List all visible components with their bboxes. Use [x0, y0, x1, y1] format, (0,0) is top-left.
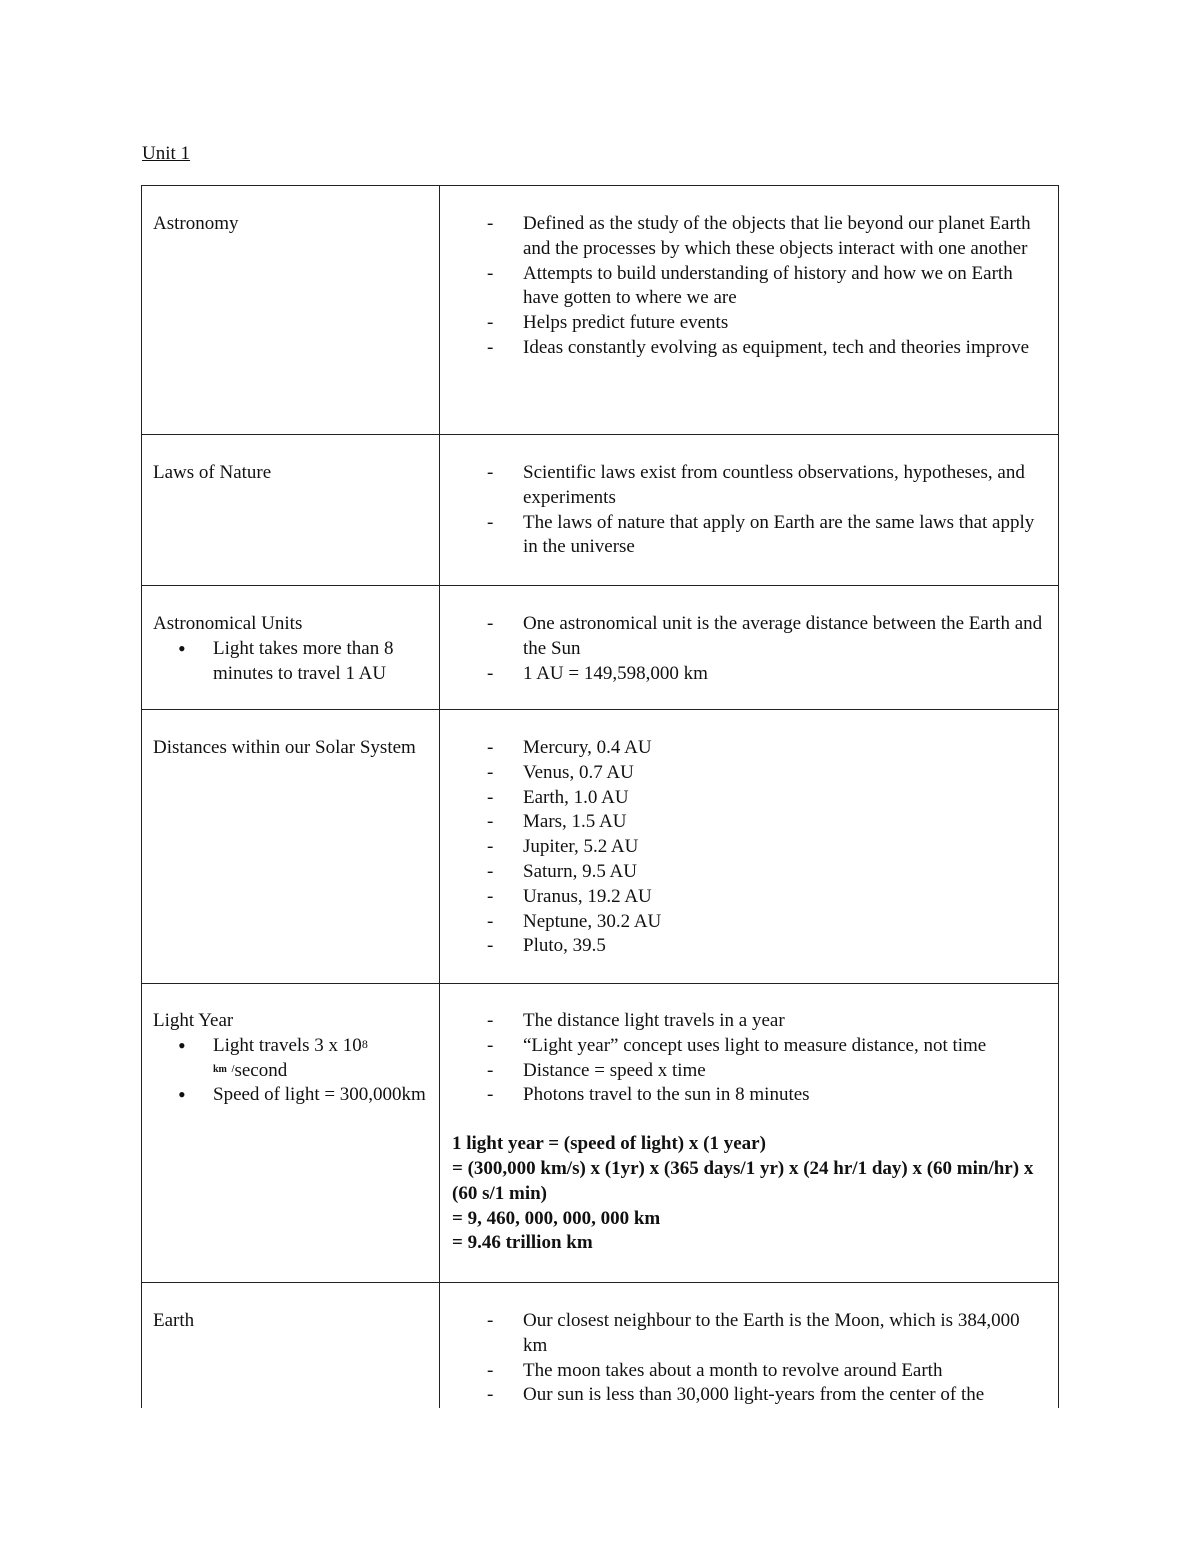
notes-list [452, 212, 1044, 361]
term-cell [142, 1283, 440, 1409]
formula-line: = (300,000 km/s) x (1yr) x (365 days/1 yr) x (24 hr/1 day) x (60 min/hr) x (60 s/1 min) [452, 1157, 1034, 1204]
note-item: - Venus, 0.7 AU [523, 761, 1044, 786]
note-item: - The laws of nature that apply on Earth are the same laws that apply in the universe [523, 511, 1044, 561]
table-row [142, 1283, 1059, 1409]
term-bullets [153, 637, 429, 687]
formula-line: 1 light year = (speed of light) x (1 year) [452, 1133, 766, 1155]
table-row [142, 586, 1059, 710]
term-cell [142, 435, 440, 586]
notes-cell [440, 710, 1059, 984]
note-item: - Mercury, 0.4 AU [523, 736, 1044, 761]
table-row [142, 710, 1059, 984]
table-row [142, 435, 1059, 586]
term-label: Astronomy [153, 213, 239, 234]
formula-line: = 9, 460, 000, 000, 000 km [452, 1207, 661, 1229]
note-item: - Earth, 1.0 AU [523, 786, 1044, 811]
term-cell [142, 710, 440, 984]
note-item: - The moon takes about a month to revolve around Earth [523, 1359, 1044, 1384]
note-item: - The distance light travels in a year [523, 1009, 1044, 1034]
term-label: Light Year [153, 1010, 234, 1031]
notes-list [452, 1309, 1044, 1408]
note-item: - Our sun is less than 30,000 light-years from the center of the [523, 1383, 1044, 1408]
note-item: - “Light year” concept uses light to measure distance, not time [523, 1034, 1044, 1059]
unit-denominator: second [234, 1059, 288, 1081]
light-year-formula [452, 1132, 1044, 1256]
note-item: - One astronomical unit is the average distance between the Earth and the Sun [523, 612, 1044, 662]
notes-cell [440, 1283, 1059, 1409]
note-item: - Scientific laws exist from countless observations, hypotheses, and experiments [523, 461, 1044, 511]
term-cell [142, 984, 440, 1283]
note-item: - Helps predict future events [523, 311, 1044, 336]
term-bullets [153, 1034, 429, 1108]
term-label: Distances within our Solar System [153, 737, 416, 758]
notes-cell [440, 435, 1059, 586]
notes-list [452, 736, 1044, 959]
term-label: Earth [153, 1310, 195, 1331]
note-item: - Our closest neighbour to the Earth is the Moon, which is 384,000 km [523, 1309, 1044, 1359]
formula-line: = 9.46 trillion km [452, 1232, 593, 1254]
term-label: Astronomical Units [153, 613, 303, 634]
term-bullet [213, 1034, 429, 1084]
term-label: Laws of Nature [153, 462, 272, 483]
table-row [142, 186, 1059, 435]
note-item: - 1 AU = 149,598,000 km [523, 662, 1044, 687]
notes-table [141, 185, 1059, 1408]
notes-cell [440, 984, 1059, 1283]
note-item: - Uranus, 19.2 AU [523, 885, 1044, 910]
notes-list [452, 612, 1044, 686]
note-item: - Pluto, 39.5 [523, 934, 1044, 959]
term-bullet: • Light takes more than 8 minutes to travel 1 AU [213, 637, 429, 687]
unit-numerator: km [213, 1063, 227, 1075]
notes-cell [440, 586, 1059, 710]
note-item: - Photons travel to the sun in 8 minutes [523, 1083, 1044, 1108]
notes-cell [440, 186, 1059, 435]
term-bullet: • Speed of light = 300,000km [213, 1083, 429, 1108]
notes-list [452, 461, 1044, 560]
note-item: - Jupiter, 5.2 AU [523, 835, 1044, 860]
speed-text: Light travels 3 x 10 [213, 1034, 362, 1056]
note-item: - Distance = speed x time [523, 1059, 1044, 1084]
note-item: - Neptune, 30.2 AU [523, 910, 1044, 935]
notes-list [452, 1009, 1044, 1108]
note-item: - Mars, 1.5 AU [523, 810, 1044, 835]
document-title: Unit 1 [142, 143, 191, 164]
note-item: - Saturn, 9.5 AU [523, 860, 1044, 885]
note-item: - Ideas constantly evolving as equipment, tech and theories improve [523, 336, 1044, 361]
unit-slash: / [231, 1063, 235, 1075]
table-row [142, 984, 1059, 1283]
note-item: - Attempts to build understanding of history and how we on Earth have gotten to where we are [523, 262, 1044, 312]
exponent: 8 [361, 1036, 368, 1051]
note-item: - Defined as the study of the objects that lie beyond our planet Earth and the processes by which these objects interact with one another [523, 212, 1044, 262]
term-cell [142, 186, 440, 435]
term-cell [142, 586, 440, 710]
